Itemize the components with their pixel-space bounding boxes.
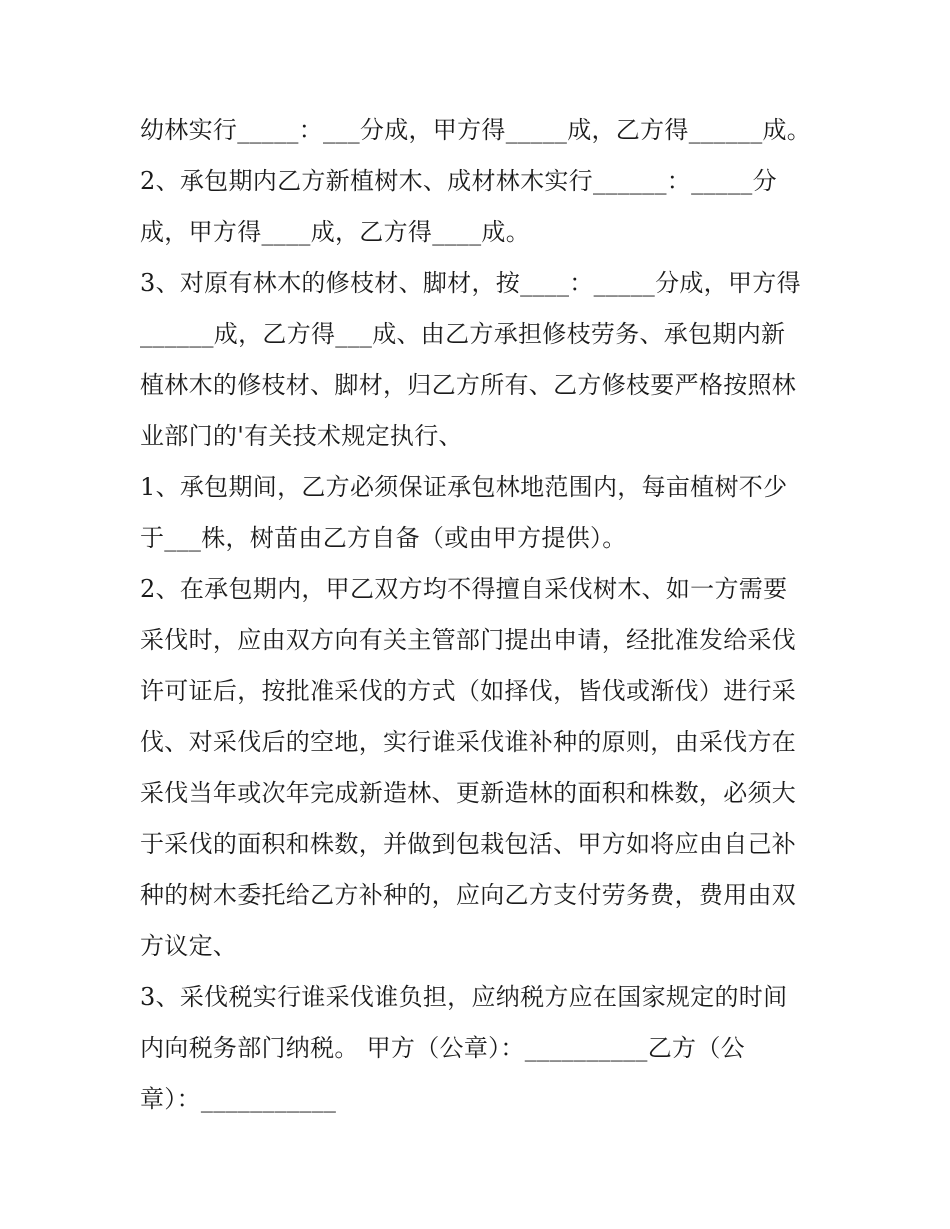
text-line: ______成，乙方得___成、由乙方承担修枝劳务、承包期内新 (140, 320, 786, 348)
text-line: 采伐当年或次年完成新造林、更新造林的面积和株数，必须大 (140, 779, 797, 807)
text-line: 成，甲方得____成，乙方得____成。 (140, 218, 530, 246)
text-line: 2、承包期内乙方新植树木、成材林木实行______：_____分 (140, 167, 777, 195)
text-line: 业部门的'有关技术规定执行、 (140, 422, 463, 450)
text-line: 伐、对采伐后的空地，实行谁采伐谁补种的原则，由采伐方在 (140, 728, 797, 756)
signature-line: 章）：___________ (140, 1085, 337, 1113)
text-line: 3、采伐税实行谁采伐谁负担，应纳税方应在国家规定的时间 (140, 983, 788, 1011)
text-line: 采伐时，应由双方向有关主管部门提出申请，经批准发给采伐 (140, 626, 797, 654)
text-line: 种的树木委托给乙方补种的，应向乙方支付劳务费，费用由双 (140, 881, 797, 909)
text-line: 3、对原有林木的修枝材、脚材，按____：_____分成，甲方得 (140, 269, 801, 297)
text-line: 植林木的修枝材、脚材，归乙方所有、乙方修枝要严格按照林 (140, 371, 797, 399)
text-line: 幼林实行_____：___分成，甲方得_____成，乙方得______成。 (140, 116, 812, 144)
text-line: 许可证后，按批准采伐的方式（如择伐，皆伐或渐伐）进行采 (140, 677, 797, 705)
text-line: 方议定、 (140, 932, 238, 960)
text-line: 2、在承包期内，甲乙双方均不得擅自采伐树木、如一方需要 (140, 575, 788, 603)
text-line: 1、承包期间，乙方必须保证承包林地范围内，每亩植树不少 (140, 473, 788, 501)
text-line: 于采伐的面积和株数，并做到包栽包活、甲方如将应由自己补 (140, 830, 797, 858)
signature-line: 内向税务部门纳税。 甲方（公章）：__________乙方（公 (140, 1034, 745, 1062)
text-line: 于___株，树苗由乙方自备（或由甲方提供）。 (140, 524, 627, 552)
